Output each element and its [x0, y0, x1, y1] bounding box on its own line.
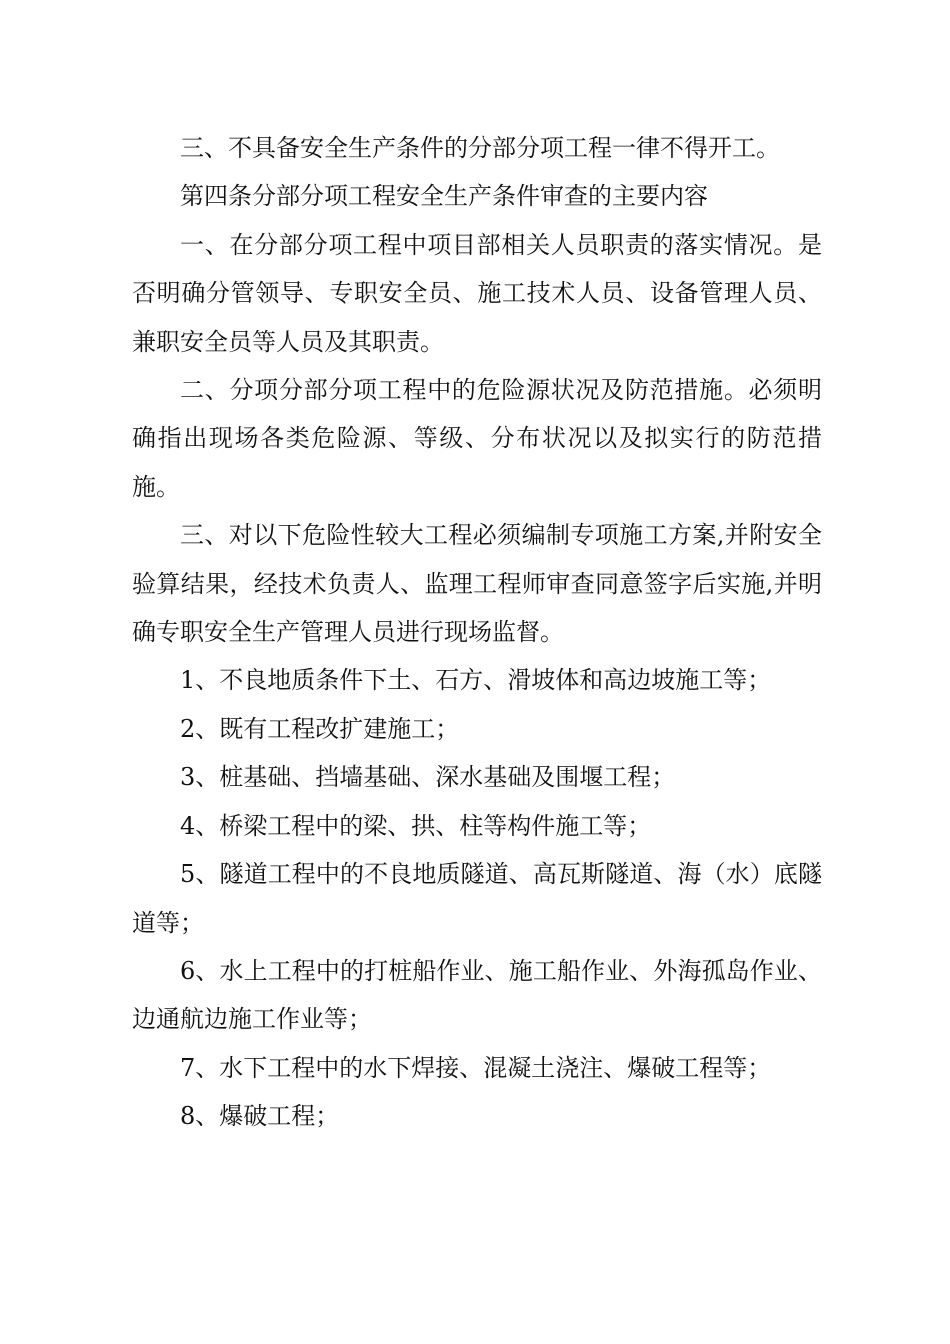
list-item-8: 8、爆破工程； — [180, 1102, 340, 1131]
list-item-7: 7、水下工程中的水下焊接、混凝土浇注、爆破工程等； — [180, 1053, 772, 1082]
document-body — [132, 124, 822, 1141]
list-item-6: 6、水上工程中的打桩船作业、施工船作业、外海孤岛作业、边通航边施工作业等； — [132, 956, 822, 1034]
paragraph-item-2-hazards: 二、分项分部分项工程中的危险源状况及防范措施。必须明确指出现场各类危险源、等级、分布状况以及拟实行的防范措施。 — [132, 376, 822, 501]
paragraph-item-3-special-plans: 三、对以下危险性较大工程必须编制专项施工方案,并附安全验算结果，经技术负责人、监理工程师审查同意签字后实施,并明确专职安全生产管理人员进行现场监督。 — [132, 521, 822, 647]
paragraph-article-4-heading: 第四条分部分项工程安全生产条件审查的主要内容 — [180, 182, 708, 211]
list-item-3: 3、桩基础、挡墙基础、深水基础及围堰工程； — [180, 763, 676, 792]
paragraph-item-1-responsibilities: 一、在分部分项工程中项目部相关人员职责的落实情况。是否明确分管领导、专职安全员、施工技术人员、设备管理人员、兼职安全员等人员及其职责。 — [132, 230, 822, 356]
paragraph-item-3-no-work-without-conditions: 三、不具备安全生产条件的分部分项工程一律不得开工。 — [180, 134, 780, 162]
list-item-2: 2、既有工程改扩建施工； — [180, 714, 460, 743]
list-item-4: 4、桥梁工程中的梁、拱、柱等构件施工等； — [180, 811, 652, 840]
list-item-5: 5、隧道工程中的不良地质隧道、高瓦斯隧道、海（水）底隧道等； — [132, 860, 822, 937]
list-item-1: 1、不良地质条件下土、石方、滑坡体和高边坡施工等； — [180, 666, 772, 695]
